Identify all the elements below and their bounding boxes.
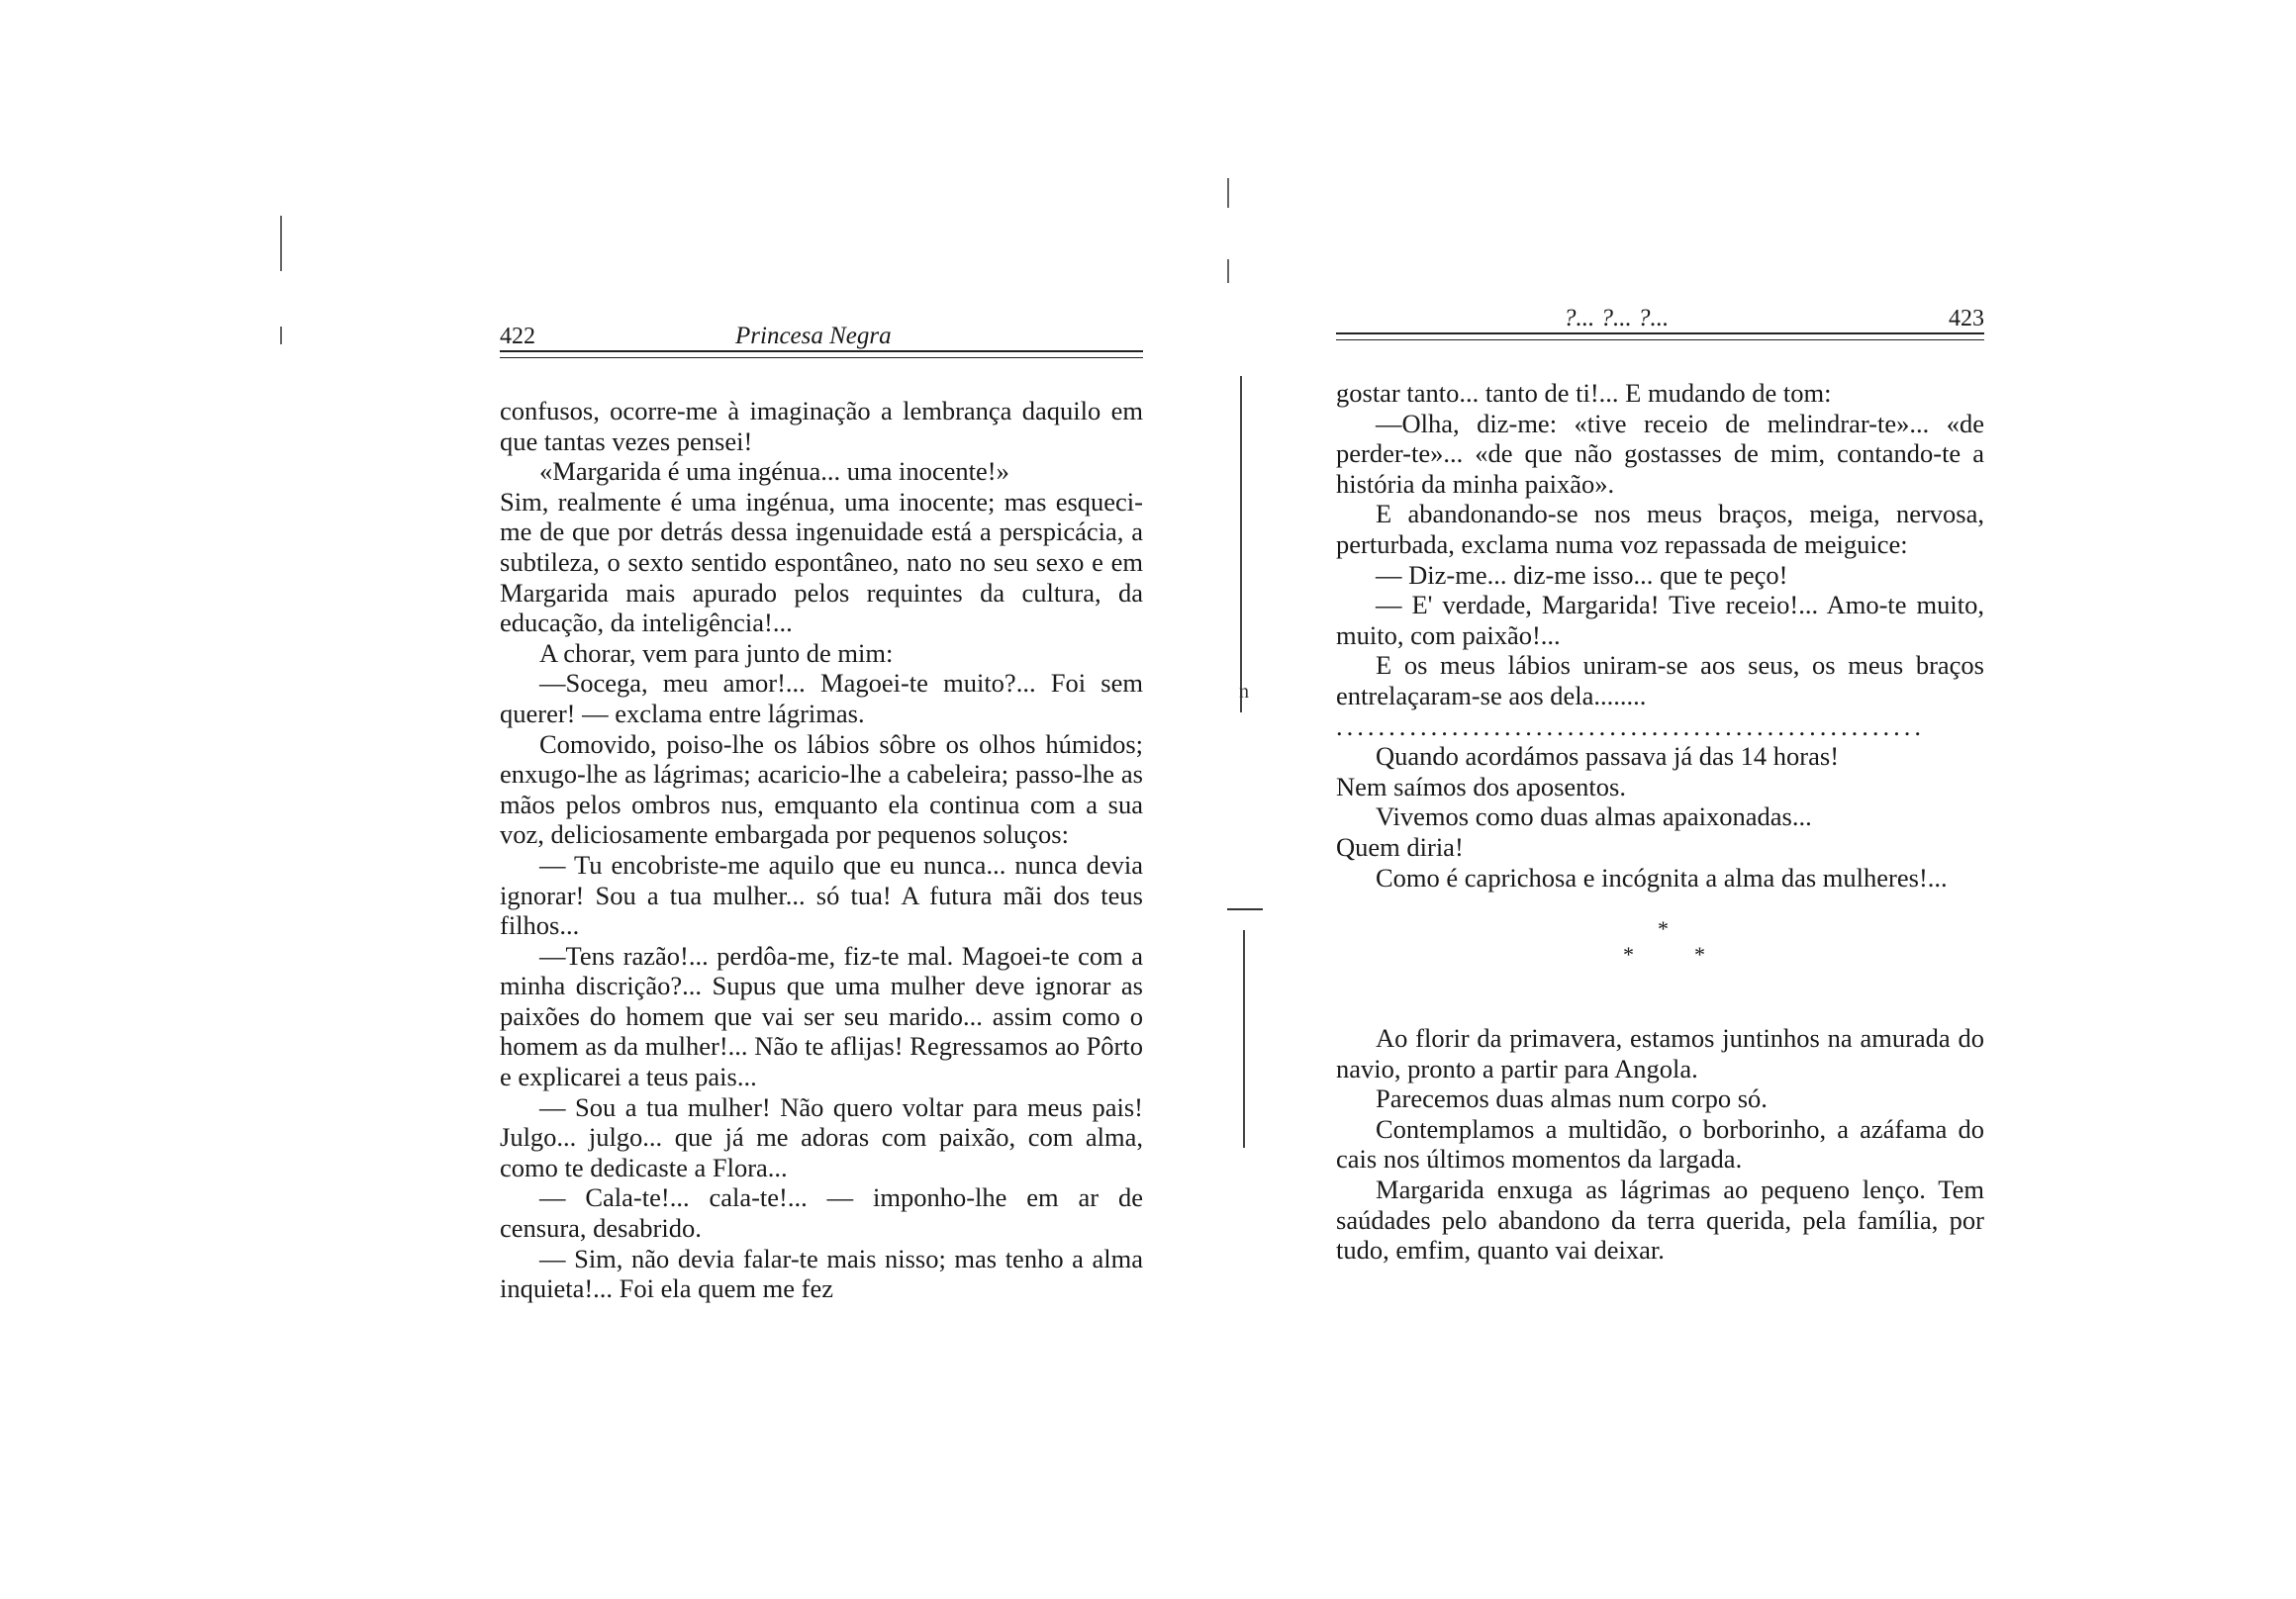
paragraph: —Socega, meu amor!... Magoei-te muito?... Foi sem querer! — exclama entre lágrimas.: [500, 668, 1143, 728]
paragraph: — E' verdade, Margarida! Tive receio!... Amo-te muito, muito, com paixão!...: [1336, 590, 1984, 650]
paragraph: — Sou a tua mulher! Não quero voltar para meus pais! Julgo... julgo... que já me adoras com paixão, com alma, como te dedicaste a Flora...: [500, 1091, 1143, 1182]
right-page-body-top: [1336, 378, 1984, 893]
gutter-line-upper: [1240, 376, 1242, 712]
paragraph: Parecemos duas almas num corpo só.: [1376, 1083, 1768, 1114]
right-header-rule: [1336, 332, 1984, 340]
paragraph: Vivemos como duas almas apaixonadas...: [1376, 801, 1812, 832]
paragraph: A chorar, vem para junto de mim:: [539, 637, 894, 668]
paragraph: — Cala-te!... cala-te!... — imponho-lhe em ar de censura, desabrido.: [500, 1182, 1143, 1244]
scan-speck: [280, 216, 282, 271]
paragraph: gostar tanto... tanto de ti!... E mudando de tom:: [1336, 378, 1832, 408]
paragraph: Nem saímos dos aposentos.: [1336, 771, 1626, 801]
gutter-line-lower: [1243, 930, 1245, 1148]
paragraph: Quem diria!: [1336, 831, 1464, 862]
left-page-header: [500, 315, 1143, 358]
paragraph: Quando acordámos passava já das 14 horas!: [1376, 741, 1840, 772]
paragraph: E os meus lábios uniram-se aos seus, os meus braços entrelaçaram-se aos dela........: [1336, 650, 1984, 710]
paragraph: —Tens razão!... perdôa-me, fiz-te mal. Magoei-te com a minha discrição?... Supus que uma mulher deve ignorar as paixões do homem que vai ser seu marido... assim como o homem as da mulher!... Não te aflijas! Regressamos ao Pôrto e explicarei a teus pais...: [500, 940, 1143, 1092]
paragraph: — Tu encobriste-me aquilo que eu nunca... nunca devia ignorar! Sou a tua mulher... só tua! A futura mãi dos teus filhos...: [500, 849, 1143, 941]
paragraph: —Olha, diz-me: «tive receio de melindrar-te»... «de perder-te»... «de que não gostasses de mim, contando-te a história da minha paixão».: [1336, 408, 1984, 499]
asterism: [1336, 918, 1984, 980]
left-header-rule: [500, 350, 1143, 358]
asterism-star: *: [1658, 916, 1669, 942]
paragraph: confusos, ocorre-me à imaginação a lembrança daquilo em que tantas vezes pensei!: [500, 396, 1143, 456]
left-page: [500, 315, 1143, 1304]
left-page-number: 422: [500, 324, 535, 349]
paragraph: «Margarida é uma ingénua... uma inocente!»: [539, 456, 1009, 487]
scan-speck: [1227, 259, 1229, 283]
left-running-title: Princesa Negra: [735, 323, 892, 349]
paragraph: Ao florir da primavera, estamos juntinhos na amurada do navio, pronto a partir para Angola.: [1336, 1023, 1984, 1083]
paragraph: Margarida enxuga as lágrimas ao pequeno lenço. Tem saúdades pelo abandono da terra querida, pela família, por tudo, emfim, quanto vai deixar.: [1336, 1175, 1984, 1266]
right-page: [1336, 297, 1984, 1266]
right-page-number: 423: [1949, 306, 1984, 331]
right-page-header: [1336, 297, 1984, 340]
paragraph: — Sim, não devia falar-te mais nisso; mas tenho a alma inquieta!... Foi ela quem me fez: [500, 1243, 1143, 1304]
scan-speck: [1227, 178, 1229, 208]
paragraph: — Diz-me... diz-me isso... que te peço!: [1376, 559, 1788, 590]
asterism-star: *: [1694, 942, 1705, 968]
paragraph: Contemplamos a multidão, o borborinho, a azáfama do cais nos últimos momentos da largada.: [1336, 1113, 1984, 1175]
paragraph: Sim, realmente é uma ingénua, uma inocente; mas esqueci-me de que por detrás dessa ingenuidade está a perspicácia, a subtileza, o sexto sentido espontâneo, nato no seu sexo e em Margarida mais apurado pelos requintes da cultura, da educação, da inteligência!...: [500, 486, 1143, 638]
right-running-title: ?... ?... ?...: [1564, 305, 1670, 331]
gutter-dash: [1227, 908, 1263, 910]
paragraph: Comovido, poiso-lhe os lábios sôbre os olhos húmidos; enxugo-lhe as lágrimas; acaricio-lhe a cabeleira; passo-lhe as mãos pelos ombros nus, emquanto ela continua com a sua voz, deliciosamente embargada por pequenos soluços:: [500, 728, 1143, 850]
scan-speck: [280, 327, 282, 344]
asterism-star: *: [1623, 942, 1634, 968]
paragraph: Como é caprichosa e incógnita a alma das mulheres!...: [1376, 862, 1948, 893]
left-page-body: [500, 396, 1143, 1304]
right-page-body-bottom: [1336, 1023, 1984, 1266]
paragraph: E abandonando-se nos meus braços, meiga, nervosa, perturbada, exclama numa voz repassada de meiguice:: [1336, 499, 1984, 559]
paragraph: ........................................................: [1336, 710, 1925, 741]
gutter-mark: n: [1239, 681, 1249, 703]
